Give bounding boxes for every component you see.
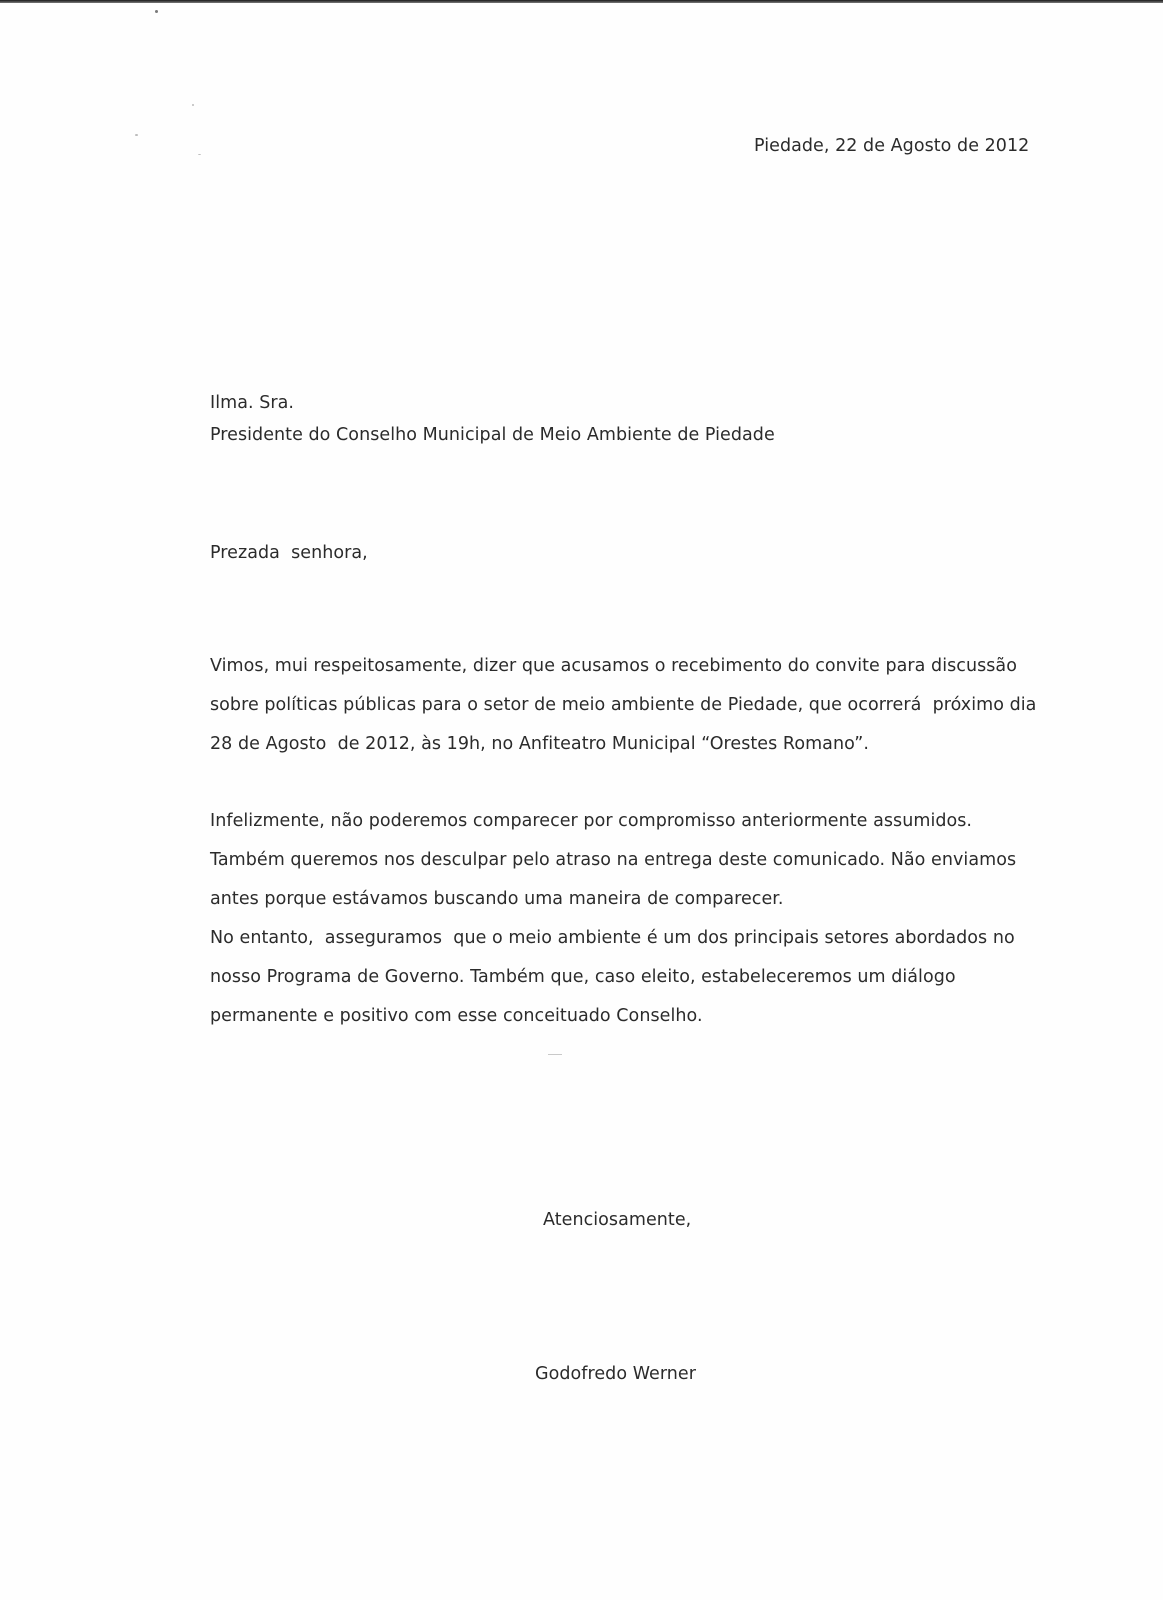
closing: Atenciosamente, [543, 1210, 692, 1230]
paragraph-line: 28 de Agosto de 2012, às 19h, no Anfiteatro Municipal “Orestes Romano”. [210, 734, 869, 754]
paragraph-line: Também queremos nos desculpar pelo atraso na entrega deste comunicado. Não enviamos [210, 850, 1017, 870]
scan-speck [155, 10, 158, 13]
paragraph-apology [210, 802, 1016, 1036]
paragraph-line: nosso Programa de Governo. Também que, caso eleito, estabeleceremos um diálogo [210, 967, 956, 987]
paragraph-line: Vimos, mui respeitosamente, dizer que acusamos o recebimento do convite para discussão [210, 656, 1017, 676]
scan-speck [135, 134, 138, 136]
recipient-position: Presidente do Conselho Municipal de Meio Ambiente de Piedade [210, 425, 775, 445]
scan-speck [548, 1054, 562, 1055]
paragraph-line: Infelizmente, não poderemos comparecer por compromisso anteriormente assumidos. [210, 811, 973, 831]
salutation: Prezada senhora, [210, 543, 368, 563]
paragraph-invitation [210, 647, 1036, 764]
paragraph-line: No entanto, asseguramos que o meio ambiente é um dos principais setores abordados no [210, 928, 1015, 948]
paragraph-line: sobre políticas públicas para o setor de meio ambiente de Piedade, que ocorrerá próximo dia [210, 695, 1037, 715]
date-line: Piedade, 22 de Agosto de 2012 [754, 136, 1030, 156]
paragraph-line: antes porque estávamos buscando uma maneira de comparecer. [210, 889, 784, 909]
scan-speck [192, 104, 194, 106]
signatory-name: Godofredo Werner [535, 1364, 696, 1384]
recipient-title: Ilma. Sra. [210, 393, 295, 413]
paragraph-line: permanente e positivo com esse conceituado Conselho. [210, 1006, 703, 1026]
scan-speck [198, 154, 201, 155]
scan-edge [0, 0, 1163, 3]
